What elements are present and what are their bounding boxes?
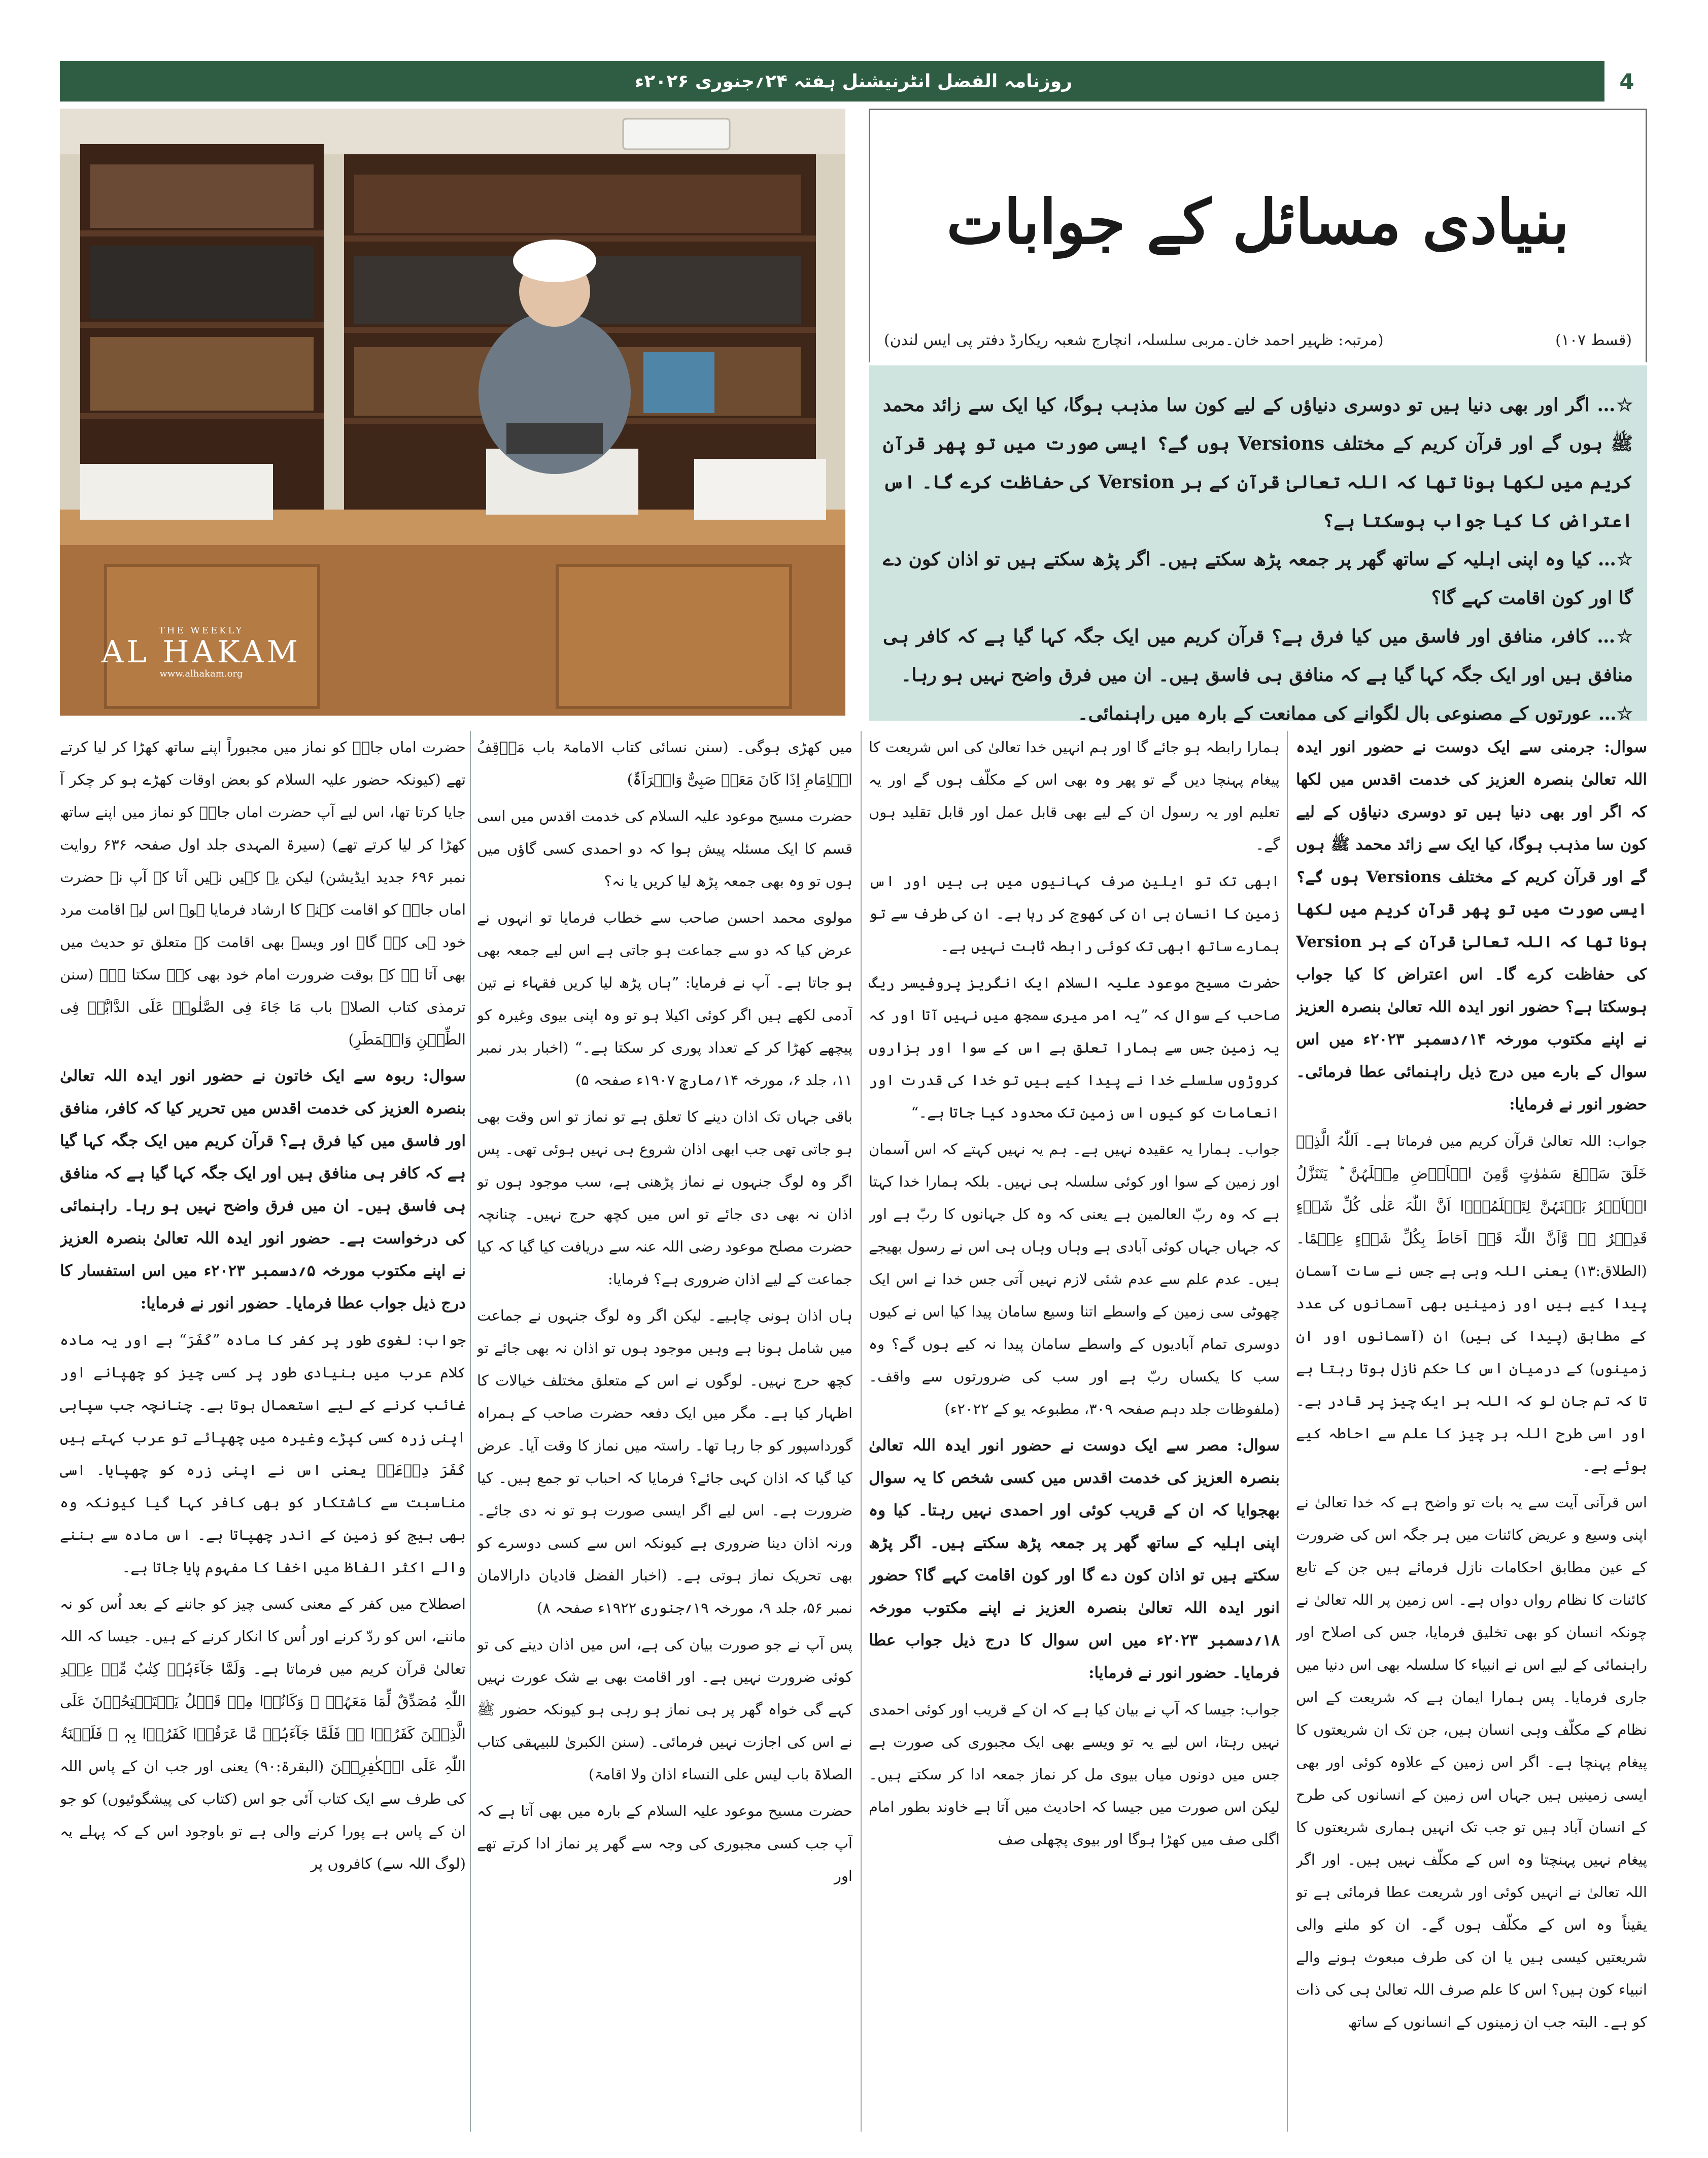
column-paragraph: پس آپ نے جو صورت بیان کی ہے، اس میں اذان دینے کی تو کوئی ضرورت نہیں ہے۔ اور اقامت بھی بے شک عورت نہیں کہے گی خواہ گھر پر ہی نماز ہو رہی ہو کیونکہ حضور ﷺ نے اس کی اجازت نہیں فرمائی۔ (سنن الکبریٰ للبیہقی کتاب الصلاۃ باب لیس علی النساء اذان ولا اقامۃ)	[477, 1636, 852, 1783]
column-paragraph: ہاں اذان ہونی چاہیے۔ لیکن اگر وہ لوگ جنہوں نے جماعت میں شامل ہونا ہے وہیں موجود ہوں تو اذان نہ بھی جائے تو کچھ حرج نہیں۔ لوگوں نے اس کے متعلق مختلف خیالات کا اظہار کیا ہے۔ مگر میں ایک دفعہ حضرت صاحب کے ہمراہ گورداسپور کو جا رہا تھا۔ راستہ میں نماز کا وقت آیا۔ عرض کیا گیا کہ اذان کہی جائے؟ فرمایا کہ احباب تو جمع ہیں۔ کیا ضرورت ہے۔ اس لیے اگر ایسی صورت ہو تو نہ دی جائے۔ ورنہ اذان دینا ضروری ہے کیونکہ اس سے کسی دوسرے کو بھی تحریک نماز ہوتی ہے۔ (اخبار الفضل قادیان دارالامان نمبر ۵۶، جلد ۹، مورخہ ۱۹؍جنوری ۱۹۲۲ء صفحہ ۸)	[477, 1307, 852, 1616]
column-paragraph: باقی جہاں تک اذان دینے کا تعلق ہے تو نماز تو اس وقت بھی ہو جاتی تھی جب ابھی اذان شروع ہی نہیں ہوئی تھی۔ پس اگر وہ لوگ جنہوں نے نماز پڑھنی ہے، سب موجود ہوں تو اذان نہ بھی دی جائے تو اس میں کچھ حرج نہیں۔ چنانچہ حضرت مصلح موعود رضی اللہ عنہ سے دریافت کیا گیا کہ کیا جماعت کے لیے اذان ضروری ہے؟ فرمایا:	[477, 1108, 852, 1288]
summary-item: ☆… عورتوں کے مصنوعی بال لگوانے کی ممانعت کے بارہ میں راہنمائی۔	[1077, 703, 1633, 724]
summary-item: ☆… کیا وہ اپنی اہلیہ کے ساتھ گھر پر جمعہ پڑھ سکتے ہیں۔ اگر پڑھ سکتے ہیں تو اذان کون دے گا اور کون اقامت کہے گا؟	[883, 549, 1633, 609]
column-paragraph: اصطلاح میں کفر کے معنی کسی چیز کو جاننے کے بعد اُس کو نہ ماننے، اس کو ردّ کرنے اور اُس کا انکار کرنے کے ہیں۔ جیسا کہ اللہ تعالیٰ قرآن کریم میں فرماتا ہے۔ وَلَمَّا جَآءَہُمۡ کِتٰبٌ مِّنۡ عِنۡدِ اللّٰہِ مُصَدِّقٌ لِّمَا مَعَہُمۡ ۙ وَکَانُوۡا مِنۡ قَبۡلُ یَسۡتَفۡتِحُوۡنَ عَلَی الَّذِیۡنَ کَفَرُوۡا ۚۖ فَلَمَّا جَآءَہُمۡ مَّا عَرَفُوۡا کَفَرُوۡا بِہٖ ۫ فَلَعۡنَۃُ اللّٰہِ عَلَی الۡکٰفِرِیۡنَ (البقرۃ:۹۰) یعنی اور جب ان کے پاس اللہ کی طرف سے ایک کتاب آئی جو اس (کتاب کی پیشگوئیوں) کو جو ان کے پاس ہے پورا کرنے والی ہے تو باوجود اس کے کہ پہلے یہ (لوگ اللہ سے) کافروں پر	[60, 1595, 466, 1872]
column-paragraph: ابھی تک تو ایلین صرف کہانیوں میں ہی ہیں اور اس زمین کا انسان ہی ان کی کھوج کر رہا ہے۔ ان کی طرف سے تو ہمارے ساتھ ابھی تک کوئی رابطہ ثابت نہیں ہے۔	[869, 872, 1280, 955]
article-title: بنیادی مسائل کے جوابات	[946, 186, 1569, 258]
text-column-2	[869, 731, 1280, 2132]
column-paragraph: مولوی محمد احسن صاحب سے خطاب فرمایا تو انہوں نے عرض کیا کہ دو سے جماعت ہو جاتی ہے اس لیے جمعہ بھی ہو جاتا ہے۔ آپ نے فرمایا: ”ہاں پڑھ لیا کریں فقہاء نے تین آدمی لکھے ہیں اگر کوئی اکیلا ہو تو وہ اپنی بیوی وغیرہ کو پیچھے کھڑا کر کے تعداد پوری کر سکتا ہے۔“ (اخبار بدر نمبر ۱۱، جلد ۶، مورخہ ۱۴؍مارچ ۱۹۰۷ء صفحہ ۵)	[477, 909, 852, 1089]
column-paragraph: جواب: لغوی طور پر کفر کا مادہ ”کَفَرَ“ ہے اور یہ مادہ کلام عرب میں بنیادی طور پر کسی چیز کو چھپانے اور غائب کرنے کے لیے استعمال ہوتا ہے۔ چنانچہ جب سپاہی اپنی زرہ کسی کپڑے وغیرہ میں چھپائے تو عرب کہتے ہیں کَفَرَ دِرۡعَہٗ یعنی اس نے اپنی زرہ کو چھپایا۔ اسی مناسبت سے کاشتکار کو بھی کافر کہا گیا کیونکہ وہ بھی بیج کو زمین کے اندر چھپاتا ہے۔ اس مادہ سے بننے والے اکثر الفاظ میں اخفا کا مفہوم پایا جاتا ہے۔	[60, 1331, 466, 1576]
office-photo	[60, 109, 845, 716]
column-paragraph: جواب: جیسا کہ آپ نے بیان کیا ہے کہ ان کے قریب اور کوئی احمدی نہیں رہتا، اس لیے یہ تو ویسے بھی ایک مجبوری کی صورت ہے جس میں دونوں میاں بیوی مل کر نماز جمعہ ادا کر سکتے ہیں۔ لیکن اس صورت میں جیسا کہ احادیث میں آتا ہے خاوند بطور امام اگلی صف میں کھڑا ہوگا اور بیوی پچھلی صف	[869, 1701, 1280, 1848]
summary-item: ☆… اگر اور بھی دنیا ہیں تو دوسری دنیاؤں کے لیے کون سا مذہب ہوگا، کیا ایک سے زائد محمد ﷺ ہوں گے اور قرآن کریم کے مختلف Versions ہوں گے؟ ایسی صورت میں تو پھر قرآن کریم میں لکھا ہونا تھا کہ اللہ تعالیٰ قرآن کے ہر Version کی حفاظت کرے گا۔ اس اعتراض کا کیا جواب ہوسکتا ہے؟	[883, 394, 1633, 531]
column-paragraph: حضرت مسیح موعود علیہ السلام کے بارہ میں بھی آتا ہے کہ آپ جب کسی مجبوری کی وجہ سے گھر پر نماز ادا کرتے تھے اور	[477, 1802, 852, 1884]
compiler-credit: (مرتبہ: ظہیر احمد خان۔مربی سلسلہ، انچارج شعبہ ریکارڈ دفتر پی ایس لندن)	[884, 331, 1384, 349]
column-paragraph: میں کھڑی ہوگی۔ (سنن نسائی کتاب الامامۃ باب مَوۡقِفُ الۡاِمَامِ اِذَا کَانَ مَعَہٗ صَبِیٌّ وَامۡرَاَۃٌ)	[477, 738, 852, 788]
credit-row	[869, 325, 1647, 355]
column-paragraph: جواب: اللہ تعالیٰ قرآن کریم میں فرماتا ہے۔ اَللّٰہُ الَّذِیۡ خَلَقَ سَبۡعَ سَمٰوٰتٍ وَّمِنَ الۡاَرۡضِ مِثۡلَہُنَّ ؕ یَتَنَزَّلُ الۡاَمۡرُ بَیۡنَہُنَّ لِتَعۡلَمُوۡۤا اَنَّ اللّٰہَ عَلٰی کُلِّ شَیۡءٍ قَدِیۡرٌ ۬ۙ وَّاَنَّ اللّٰہَ قَدۡ اَحَاطَ بِکُلِّ شَیۡءٍ عِلۡمًا۔ (الطلاق:۱۳) یعنی اللہ وہی ہے جس نے سات آسمان پیدا کیے ہیں اور زمینیں بھی آسمانوں کی عدد کے مطابق (پیدا کی ہیں) ان (آسمانوں اور ان زمینوں) کے درمیان اس کا حکم نازل ہوتا رہتا ہے تا کہ تم جان لو کہ اللہ ہر ایک چیز پر قادر ہے۔ اور اسی طرح اللہ ہر چیز کا علم سے احاطہ کیے ہوئے ہے۔	[1296, 1132, 1647, 1474]
column-paragraph: سوال: ربوہ سے ایک خاتون نے حضور انور ایدہ اللہ تعالیٰ بنصرہ العزیز کی خدمت اقدس میں تحریر کیا کہ کافر، منافق اور فاسق میں کیا فرق ہے؟ قرآن کریم میں ایک جگہ کہا گیا ہے کہ کافر ہی منافق ہیں اور ایک جگہ کہا گیا ہے کہ منافق ہی فاسق ہیں۔ ان میں فرق واضح نہیں ہو رہا۔ راہنمائی کی درخواست ہے۔ حضور انور ایدہ اللہ تعالیٰ بنصرہ العزیز نے اپنے مکتوب مورخہ ۵؍دسمبر ۲۰۲۳ء میں اس استفسار کا درج ذیل جواب عطا فرمایا۔ حضور انور نے فرمایا:	[60, 1067, 466, 1312]
photo-illustration	[60, 109, 845, 716]
summary-item: ☆… کافر، منافق اور فاسق میں کیا فرق ہے؟ قرآن کریم میں ایک جگہ کہا گیا ہے کہ کافر ہی منافق ہیں اور ایک جگہ کہا گیا ہے کہ منافق ہی فاسق ہیں۔ ان میں فرق واضح نہیں ہو رہا۔	[883, 626, 1633, 686]
photo-watermark	[101, 625, 301, 679]
column-paragraph: حضرت اماں جانؓ کو نماز میں مجبوراً اپنے ساتھ کھڑا کر لیا کرتے تھے (کیونکہ حضور علیہ السلام کو بعض اوقات کھڑے ہو کر چکر آ جایا کرتا تھا، اس لیے آپ حضرت اماں جانؓ کو نماز میں اپنے ساتھ کھڑا کر لیا کرتے تھے) (سیرۃ المہدی جلد اول صفحہ ۶۳۶ روایت نمبر ۶۹۶ جدید ایڈیشن) لیکن یہ کہیں نہیں آتا کہ آپ نے حضرت اماں جانؓ کو اقامت کہنے کا ارشاد فرمایا ہو۔ اس لیے اقامت مرد خود ہی کہے گا۔ اور ویسے بھی اقامت کے متعلق تو حدیث میں بھی آتا ہے کہ بوقت ضرورت امام خود بھی کہہ سکتا ہے۔ (سنن ترمذی کتاب الصلاۃ باب مَا جَاءَ فِی الصَّلٰوۃِ عَلَی الدَّابَّۃِ فِی الطِّیۡنِ وَالۡمَطَرِ)	[60, 738, 466, 1048]
watermark-logo: AL HAKAM	[101, 634, 301, 670]
column-paragraph: سوال: مصر سے ایک دوست نے حضور انور ایدہ اللہ تعالیٰ بنصرہ العزیز کی خدمت اقدس میں کسی شخص کا یہ سوال بھجوایا کہ ان کے قریب کوئی اور احمدی نہیں رہتا۔ کیا وہ اپنی اہلیہ کے ساتھ گھر پر جمعہ پڑھ سکتے ہیں۔ اگر پڑھ سکتے ہیں تو اذان کون دے گا اور کون اقامت کہے گا؟ حضور انور ایدہ اللہ تعالیٰ بنصرہ العزیز نے اپنے مکتوب مورخہ ۱۸؍دسمبر ۲۰۲۳ء میں اس سوال کا درج ذیل جواب عطا فرمایا۔ حضور انور نے فرمایا:	[869, 1436, 1280, 1682]
column-paragraph: حضرت مسیح موعود علیہ السلام ایک انگریز پروفیسر ریگ صاحب کے سوال کہ ”یہ امر میری سمجھ میں نہیں آتا اور کہ یہ زمین جس سے ہمارا تعلق ہے اس کے سوا اور ہزاروں کروڑوں سلسلے خدا نے پیدا کیے ہیں تو خدا کی قدرت اور انعامات کو کیوں اس زمین تک محدود کیا جاتا ہے۔“	[869, 974, 1280, 1121]
installment-label: (قسط ۱۰۷)	[1555, 331, 1632, 349]
column-paragraph: سوال: جرمنی سے ایک دوست نے حضور انور ایدہ اللہ تعالیٰ بنصرہ العزیز کی خدمت اقدس میں لکھا کہ اگر اور بھی دنیا ہیں تو دوسری دنیاؤں کے لیے کون سا مذہب ہوگا، کیا ایک سے زائد محمد ﷺ ہوں گے اور قرآن کریم کے مختلف Versions ہوں گے؟ ایسی صورت میں تو پھر قرآن کریم میں لکھا ہونا تھا کہ اللہ تعالیٰ قرآن کے ہر Version کی حفاظت کرے گا۔ اس اعتراض کا کیا جواب ہوسکتا ہے؟ حضور انور ایدہ اللہ تعالیٰ بنصرہ العزیز نے اپنے مکتوب مورخہ ۱۴؍دسمبر ۲۰۲۳ء میں اس سوال کے بارے میں درج ذیل راہنمائی عطا فرمائی۔ حضور انور نے فرمایا:	[1296, 738, 1647, 1114]
column-paragraph: حضرت مسیح موعود علیہ السلام کی خدمت اقدس میں اسی قسم کا ایک مسئلہ پیش ہوا کہ دو احمدی کسی گاؤں میں ہوں تو وہ بھی جمعہ پڑھ لیا کریں یا نہ؟	[477, 807, 852, 890]
summary-box	[869, 365, 1647, 724]
column-paragraph: اس قرآنی آیت سے یہ بات تو واضح ہے کہ خدا تعالیٰ نے اپنی وسیع و عریض کائنات میں ہر جگہ اس کی ضرورت کے عین مطابق احکامات نازل فرمائے ہیں جن کے تابع کائنات کا نظام رواں دواں ہے۔ اس زمین پر اللہ تعالیٰ نے چونکہ انسان کو بھی تخلیق فرمایا، جس کی اصلاح اور راہنمائی کے لیے اس نے انبیاء کا سلسلہ بھی اس دنیا میں جاری فرمایا۔ پس ہمارا ایمان ہے کہ شریعت کے اس نظام کے مکلّف وہی انسان ہیں، جن تک ان شریعتوں کا پیغام پہنچا ہے۔ اگر اس زمین کے علاوہ کوئی اور بھی ایسی زمینیں ہیں جہاں اس زمین کے انسانوں کی طرح کے انسان آباد ہیں تو جب تک انہیں ہماری شریعتوں کا پیغام نہیں پہنچتا وہ اس کے مکلّف نہیں ہیں۔ اور اگر اللہ تعالیٰ نے انہیں کوئی اور شریعت عطا فرمائی ہے تو یقیناً وہ اس کے مکلّف ہوں گے۔ ان کو ملنے والی شریعتیں کیسی ہیں یا ان کی طرف مبعوث ہونے والے انبیاء کون ہیں؟ اس کا علم صرف اللہ تعالیٰ ہی کی ذات کو ہے۔ البتہ جب ان زمینوں کے انسانوں کے ساتھ	[1296, 1494, 1647, 2031]
text-column-3	[477, 731, 852, 2132]
column-divider	[470, 731, 471, 2132]
column-paragraph: جواب۔ ہمارا یہ عقیدہ نہیں ہے۔ ہم یہ نہیں کہتے کہ اس آسمان اور زمین کے سوا اور کوئی سلسلہ ہی نہیں۔ بلکہ ہمارا خدا کہتا ہے کہ وہ ربّ العالمین ہے یعنی کہ وہ کل جہانوں کا ربّ ہے اور کہ جہاں جہاں کوئی آبادی ہے وہاں وہاں ہی اس نے رسول بھیجے ہیں۔ عدم علم سے عدم شئی لازم نہیں آتی جس خدا نے اس ایک چھوٹی سی زمین کے واسطے اتنا وسیع سامان پیدا کیا اس نے کیوں دوسری تمام آبادیوں کے واسطے سامان پیدا نہ کیے ہوں گے؟ وہ سب کا یکساں ربّ ہے اور سب کی ضرورتوں سے واقف۔ (ملفوظات جلد دہم صفحہ ۳۰۹، مطبوعہ یو کے ۲۰۲۲ء)	[869, 1140, 1280, 1418]
column-divider	[861, 731, 862, 2132]
watermark-small: THE WEEKLY	[158, 625, 244, 636]
watermark-url: www.alhakam.org	[159, 668, 243, 679]
running-title: روزنامہ الفضل انٹرنیشنل ہفتہ ۲۴؍جنوری ۲۰۲۶ء	[635, 71, 1072, 92]
text-column-4	[60, 731, 466, 2132]
header-bar	[60, 61, 1647, 102]
title-box	[869, 109, 1647, 362]
page-number: 4	[1602, 61, 1649, 102]
column-paragraph: ہمارا رابطہ ہو جائے گا اور ہم انہیں خدا تعالیٰ کی اس شریعت کا پیغام پہنچا دیں گے تو پھر وہ بھی اس کے مکلّف ہوں گے اور یہ تعلیم اور یہ رسول ان کے لیے بھی قابل عمل اور قابل تقلید ہوں گے۔	[869, 738, 1280, 853]
column-divider	[1287, 731, 1288, 2132]
text-column-1	[1296, 731, 1647, 2132]
